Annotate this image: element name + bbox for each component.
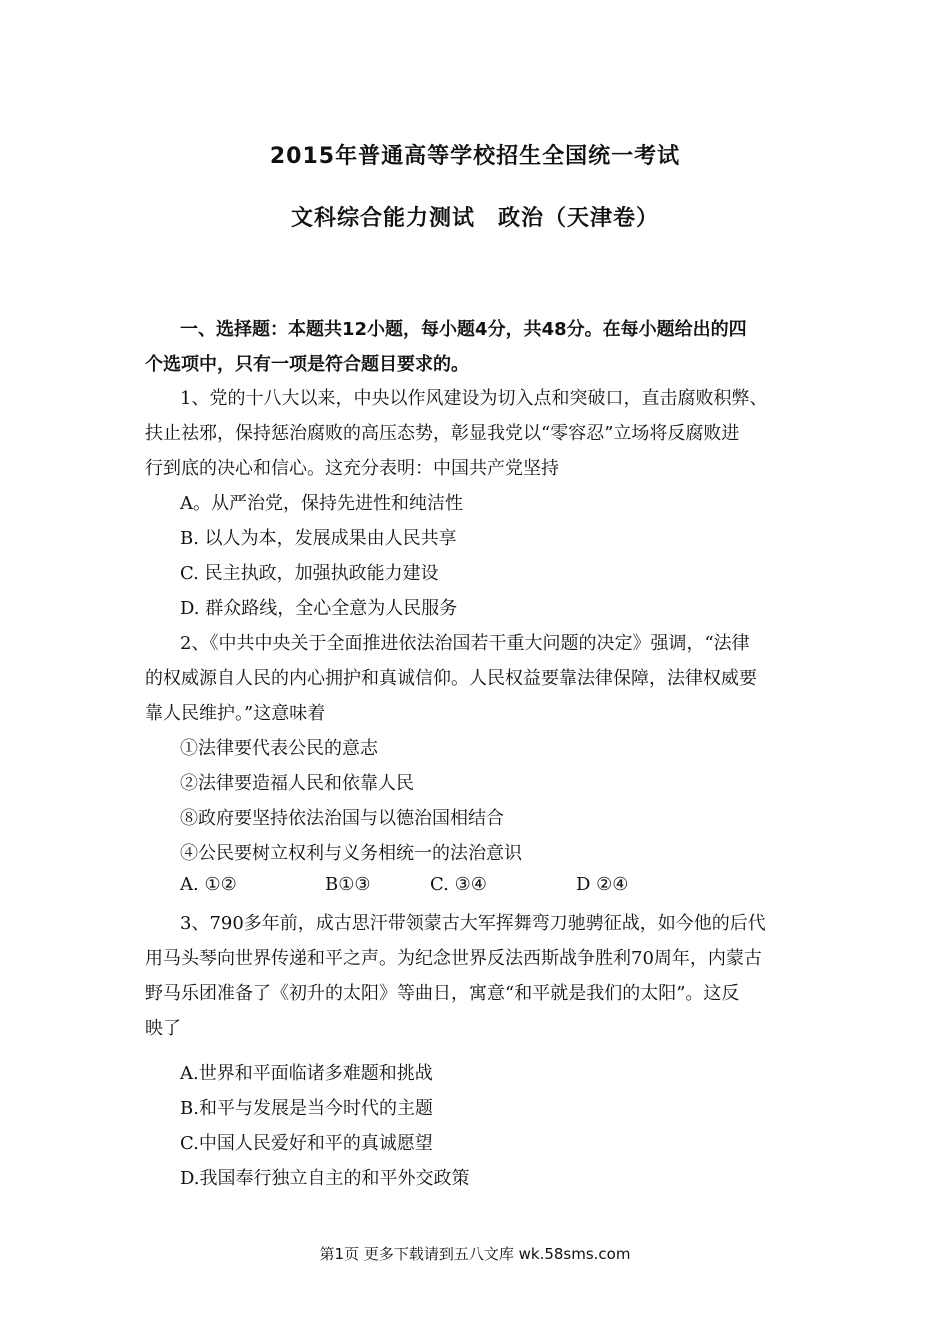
question-2-statement-4: ④公民要树立权利与义务相统一的法治意识 [180,843,522,864]
question-3-option-b: B.和平与发展是当今时代的主题 [180,1098,433,1119]
question-2-option-a: A. ①② [180,874,237,895]
question-3-stem-line-2: 用马头琴向世界传递和平之声。为纪念世界反法西斯战争胜利70周年，内蒙古 [145,948,762,969]
question-1-option-c: C. 民主执政，加强执政能力建设 [180,563,439,584]
question-3-option-c: C.中国人民爱好和平的真诚愿望 [180,1133,433,1154]
question-1-stem-line-1: 1、党的十八大以来，中央以作风建设为切入点和突破口，直击腐败积弊、 [180,388,768,409]
question-1-stem-line-2: 扶止祛邪，保持惩治腐败的高压态势，彰显我党以“零容忍”立场将反腐败进 [145,423,740,444]
question-2-statement-3: ⑧政府要坚持依法治国与以德治国相结合 [180,808,504,829]
question-1-option-d: D. 群众路线，全心全意为人民服务 [180,598,458,619]
question-3-option-d: D.我国奉行独立自主的和平外交政策 [180,1168,470,1189]
question-1-stem-line-3: 行到底的决心和信心。这充分表明：中国共产党坚持 [145,458,559,479]
question-1-option-b: B. 以人为本，发展成果由人民共享 [180,528,457,549]
question-2-option-c: C. ③④ [430,874,487,895]
page-footer: 第1页 更多下载请到五八文库 wk.58sms.com [319,1245,631,1263]
question-2-statement-2: ②法律要造福人民和依靠人民 [180,773,414,794]
question-1-option-a: A。从严治党，保持先进性和纯洁性 [180,493,463,514]
question-2-stem-line-1: 2、《中共中央关于全面推进依法治国若干重大问题的决定》强调，“法律 [180,633,750,654]
question-3-stem-line-4: 映了 [145,1018,181,1039]
question-2-statement-1: ①法律要代表公民的意志 [180,738,378,759]
question-2-option-d: D ②④ [576,874,629,895]
question-2-option-b: B①③ [325,874,371,895]
question-2-stem-line-2: 的权威源自人民的内心拥护和真诚信仰。人民权益要靠法律保障，法律权威要 [145,668,757,689]
section-instruction-line-1: 一、选择题：本题共12小题，每小题4分，共48分。在每小题给出的四 [180,319,747,340]
section-instruction-line-2: 个选项中，只有一项是符合题目要求的。 [145,354,469,375]
question-3-stem-line-3: 野马乐团准备了《初升的太阳》等曲日，寓意“和平就是我们的太阳”。这反 [145,983,740,1004]
exam-title: 2015年普通高等学校招生全国统一考试 [269,144,681,169]
question-3-option-a: A.世界和平面临诸多难题和挑战 [180,1063,433,1084]
question-3-stem-line-1: 3、790多年前，成古思汗带领蒙古大军挥舞弯刀驰骋征战，如今他的后代 [180,913,766,934]
question-2-stem-line-3: 靠人民维护。”这意味着 [145,703,326,724]
exam-subtitle: 文科综合能力测试 政治（天津卷） [290,206,659,231]
